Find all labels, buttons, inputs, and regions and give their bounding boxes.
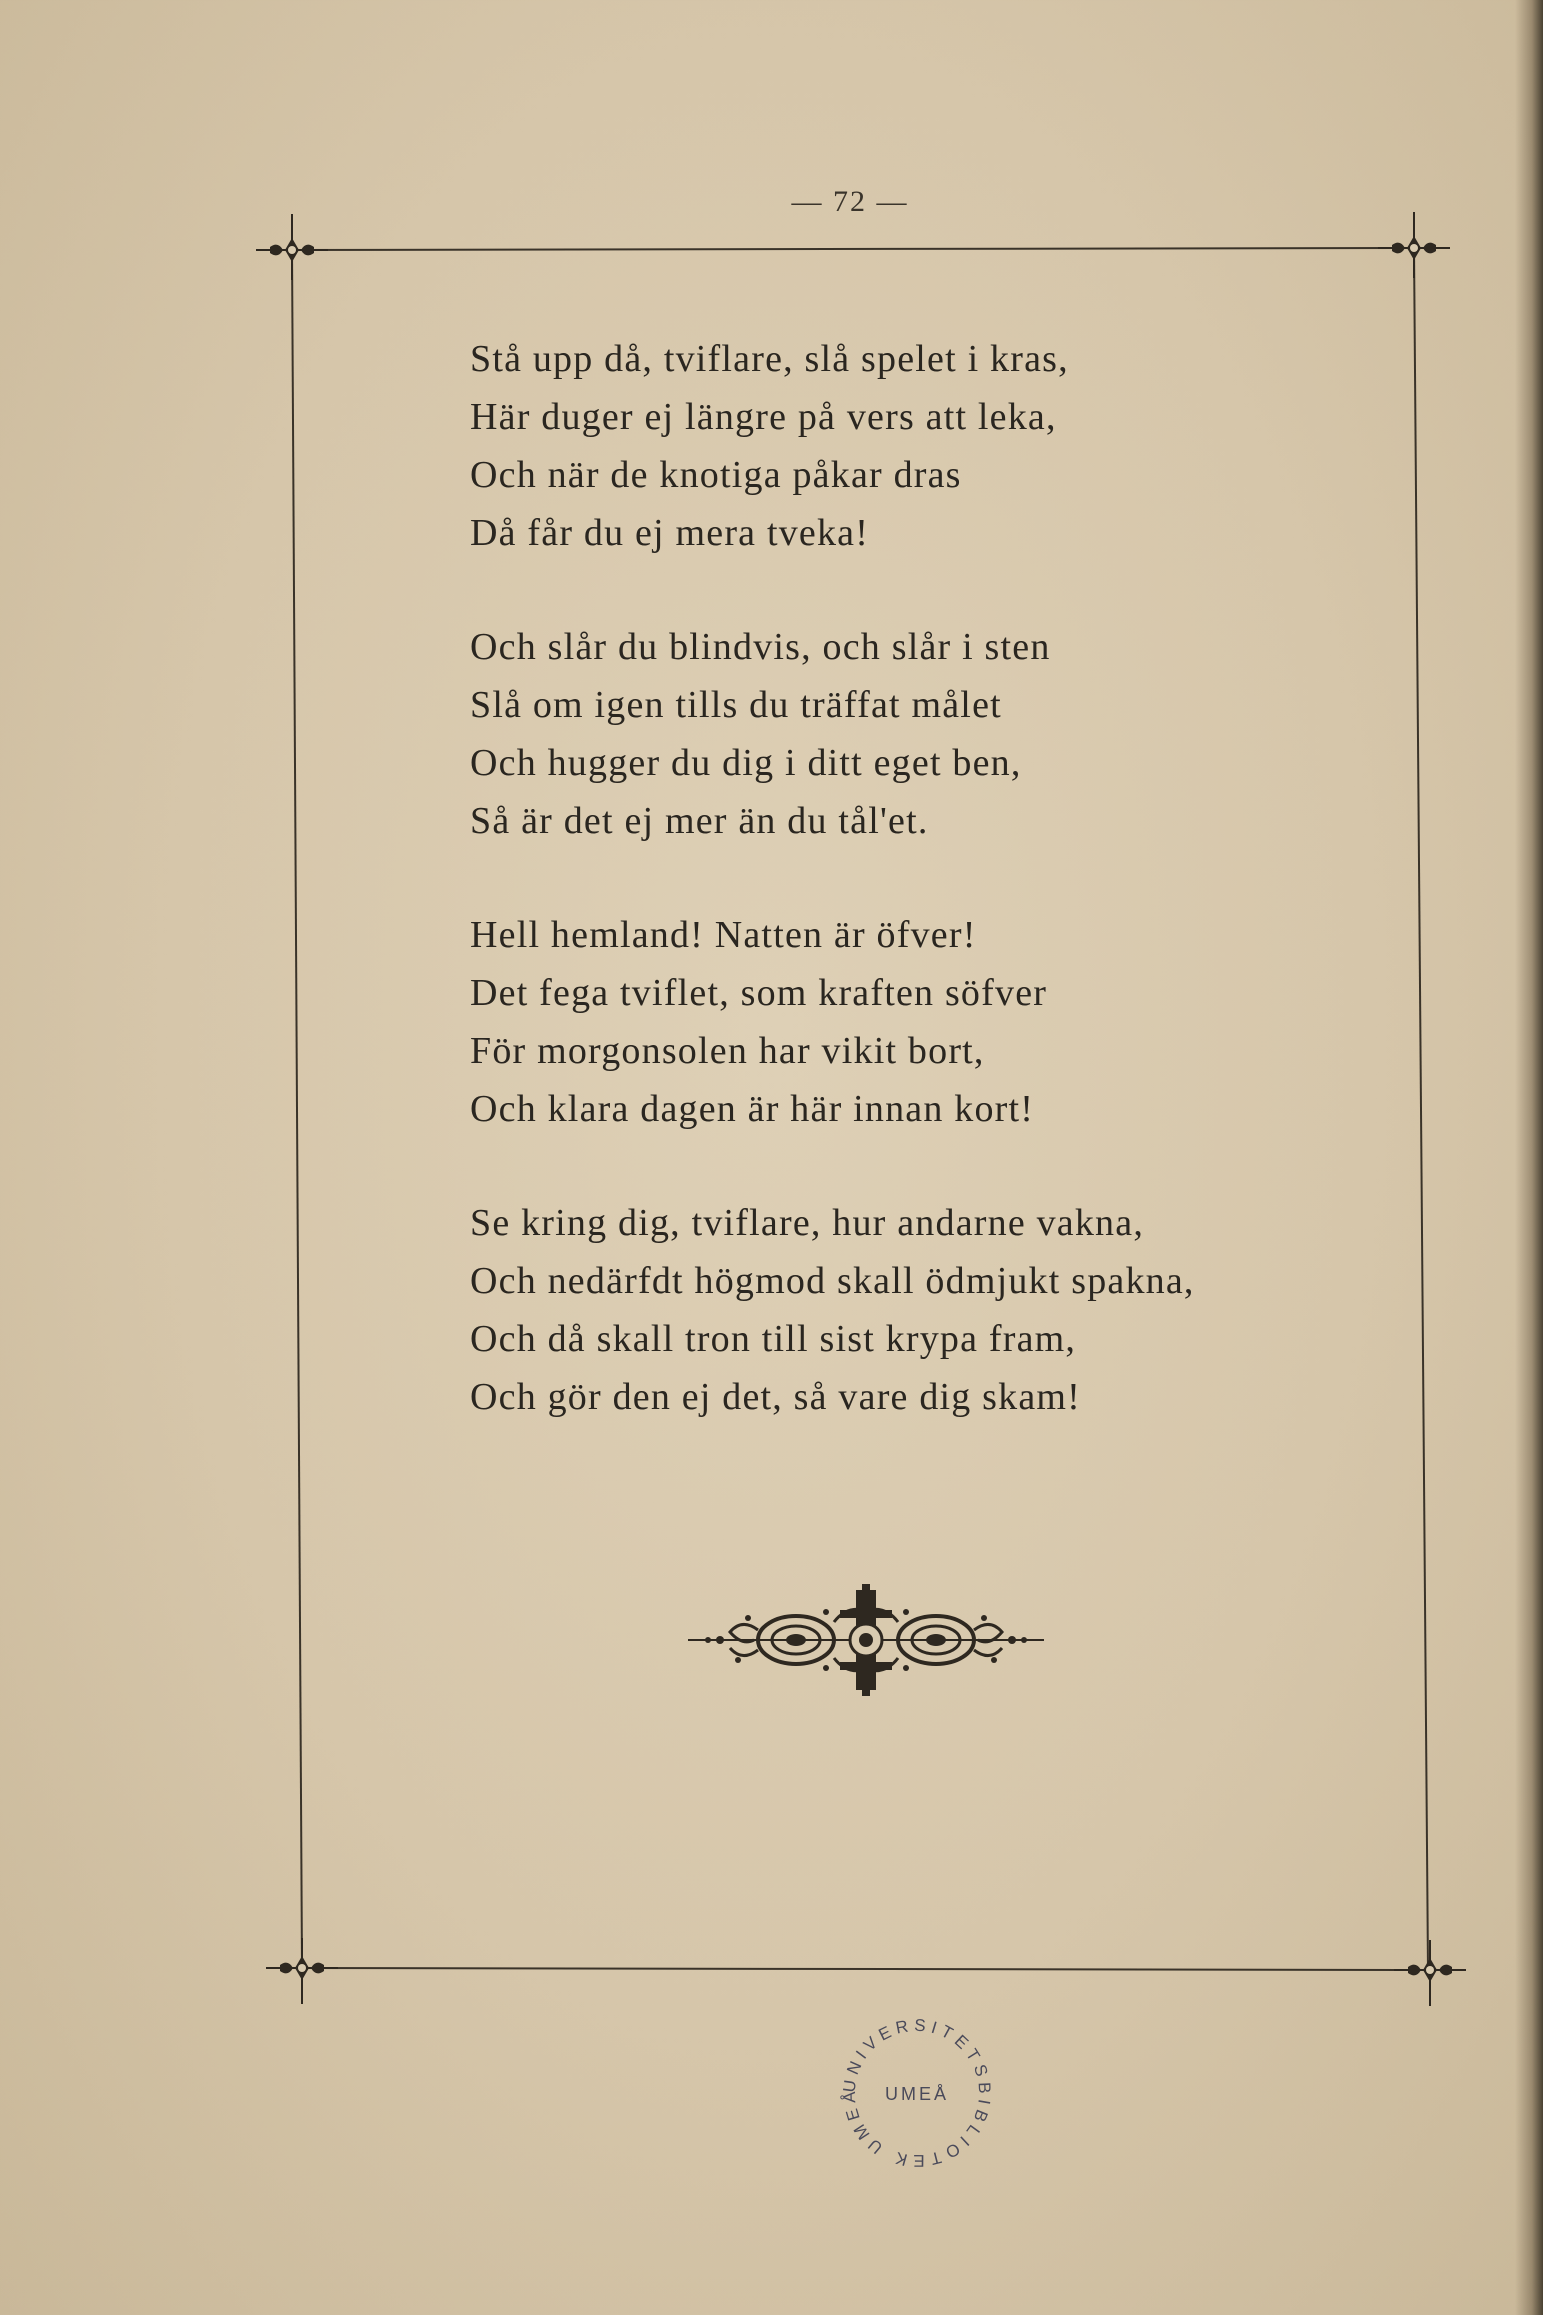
- stanza-2: [470, 618, 1370, 850]
- poem-line: Då får du ej mera tveka!: [470, 512, 870, 554]
- library-stamp: [832, 2008, 1002, 2178]
- decorative-vignette: [688, 1584, 1044, 1696]
- poem: [470, 330, 1370, 1482]
- corner-ornament-bottom-left: [266, 1938, 338, 2004]
- page-number: — 72 —: [791, 185, 909, 218]
- corner-ornament-top-left: [256, 214, 328, 280]
- poem-line: Och nedärfdt högmod skall ödmjukt spakna,: [470, 1260, 1195, 1302]
- poem-line: Och slår du blindvis, och slår i sten: [470, 626, 1051, 668]
- poem-line: Och när de knotiga påkar dras: [470, 454, 962, 496]
- frame-right-rule: [1414, 248, 1428, 1970]
- poem-line: För morgonsolen har vikit bort,: [470, 1030, 985, 1072]
- poem-line: Och klara dagen är här innan kort!: [470, 1088, 1035, 1130]
- stanza-1: [470, 330, 1370, 562]
- poem-line: Hell hemland! Natten är öfver!: [470, 914, 977, 956]
- frame-left-rule: [292, 250, 302, 1968]
- poem-line: Så är det ej mer än du tål'et.: [470, 800, 929, 842]
- poem-line: Stå upp då, tviflare, slå spelet i kras,: [470, 338, 1069, 380]
- frame-top-rule: [290, 248, 1412, 250]
- stanza-4: [470, 1194, 1370, 1426]
- corner-ornament-bottom-right: [1394, 1940, 1466, 2006]
- corner-ornament-top-right: [1378, 212, 1450, 278]
- stanza-3: [470, 906, 1370, 1138]
- poem-line: Slå om igen tills du träffat målet: [470, 684, 1002, 726]
- poem-line: Här duger ej längre på vers att leka,: [470, 396, 1057, 438]
- poem-line: Det fega tviflet, som kraften söfver: [470, 972, 1048, 1014]
- frame-bottom-rule: [298, 1968, 1430, 1970]
- poem-line: Och då skall tron till sist krypa fram,: [470, 1318, 1077, 1360]
- poem-line: Och gör den ej det, så vare dig skam!: [470, 1376, 1082, 1418]
- stamp-center-text: UMEÅ: [884, 2084, 950, 2104]
- poem-line: Se kring dig, tviflare, hur andarne vakna,: [470, 1202, 1145, 1244]
- stamp-ring-text: UNIVERSITETSBIBLIOTEK UMEÅ: [839, 2015, 995, 2171]
- poem-line: Och hugger du dig i ditt eget ben,: [470, 742, 1022, 784]
